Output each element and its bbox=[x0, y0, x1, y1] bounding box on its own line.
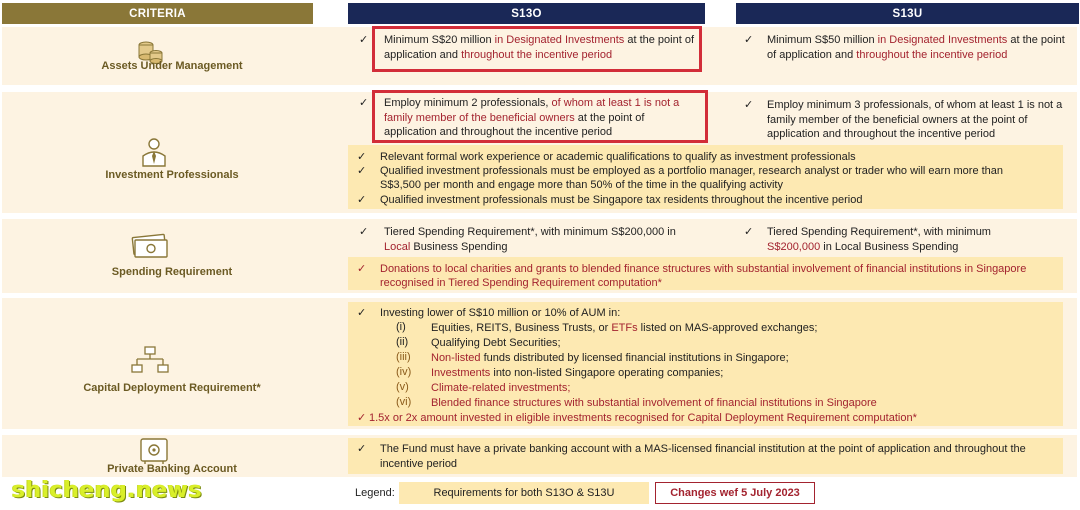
capital-item-num: (i) bbox=[396, 321, 406, 333]
check-icon: ✓ bbox=[357, 165, 367, 177]
check-icon: ✓ bbox=[357, 412, 367, 424]
change-highlight-aum bbox=[372, 26, 702, 72]
capital-item-6: Blended finance structures with substantial involvement of financial institutions in Singapore bbox=[431, 397, 877, 409]
capital-item-num: (v) bbox=[396, 381, 409, 393]
capital-item-num: (iii) bbox=[396, 351, 411, 363]
capital-item-2: Qualifying Debt Securities; bbox=[431, 337, 561, 349]
capital-item-num: (vi) bbox=[396, 396, 412, 408]
criteria-spending: Spending Requirement bbox=[111, 266, 233, 278]
banking-line-2: incentive period bbox=[380, 458, 458, 470]
check-icon: ✓ bbox=[744, 99, 754, 111]
banking-line-1: The Fund must have a private banking account with a MAS-licensed financial institution at the point of application and throughout the bbox=[380, 443, 1026, 455]
change-highlight-professionals bbox=[372, 90, 708, 143]
check-icon: ✓ bbox=[744, 226, 754, 238]
check-icon: ✓ bbox=[357, 443, 367, 455]
org-chart-icon bbox=[130, 346, 170, 376]
check-icon: ✓ bbox=[359, 226, 369, 238]
capital-intro: Investing lower of S$10 million or 10% of AUM in: bbox=[380, 307, 621, 319]
criteria-banking: Private Banking Account bbox=[107, 463, 237, 475]
check-icon: ✓ bbox=[744, 34, 754, 46]
criteria-professionals: Investment Professionals bbox=[105, 169, 239, 181]
capital-item-1: Equities, REITS, Business Trusts, or ETFs listed on MAS-approved exchanges; bbox=[431, 322, 818, 334]
criteria-aum: Assets Under Management bbox=[101, 60, 243, 72]
professionals-common-1: Relevant formal work experience or academic qualifications to qualify as investment professionals bbox=[380, 151, 856, 163]
capital-item-3: Non-listed funds distributed by licensed financial institutions in Singapore; bbox=[431, 352, 789, 364]
professionals-common-4: Qualified investment professionals must be Singapore tax residents throughout the incentive period bbox=[380, 194, 863, 206]
check-icon: ✓ bbox=[357, 263, 367, 275]
watermark: shicheng.news bbox=[12, 478, 203, 503]
professionals-common-2: Qualified investment professionals must be employed as a portfolio manager, research analyst or trader who will earn more than bbox=[380, 165, 1004, 177]
professional-icon bbox=[134, 137, 174, 167]
professionals-common-3: S$3,500 per month and engage more than 50% of the time in the qualifying activity bbox=[380, 179, 783, 191]
s13u-spending: Tiered Spending Requirement*, with minimum S$200,000 in Local Business Spending bbox=[767, 226, 991, 253]
legend-both: Requirements for both S13O & S13U bbox=[399, 482, 649, 504]
s13u-header: S13U bbox=[736, 3, 1079, 24]
spending-common-1: Donations to local charities and grants to blended finance structures with substantial involvement of financial institutions in Singapore bbox=[380, 263, 1027, 275]
check-icon: ✓ bbox=[359, 34, 369, 46]
check-icon: ✓ bbox=[357, 151, 367, 163]
capital-item-num: (iv) bbox=[396, 366, 412, 378]
capital-item-5: Climate-related investments; bbox=[431, 382, 571, 394]
s13o-spending: Tiered Spending Requirement*, with minimum S$200,000 in Local Business Spending bbox=[384, 226, 676, 253]
criteria-header: CRITERIA bbox=[2, 3, 313, 24]
legend-changes: Changes wef 5 July 2023 bbox=[655, 482, 815, 504]
cash-icon bbox=[130, 230, 170, 260]
s13o-header: S13O bbox=[348, 3, 705, 24]
s13u-aum: Minimum S$50 million in Designated Investments at the point of application and throughout the incentive period bbox=[767, 34, 1065, 61]
check-icon: ✓ bbox=[359, 97, 369, 109]
capital-multiplier: 1.5x or 2x amount invested in eligible investments recognised for Capital Deployment Requirement computation* bbox=[369, 412, 917, 424]
check-icon: ✓ bbox=[357, 194, 367, 206]
capital-item-num: (ii) bbox=[396, 336, 409, 348]
capital-item-4: Investments into non-listed Singapore operating companies; bbox=[431, 367, 724, 379]
check-icon: ✓ bbox=[357, 307, 367, 319]
s13o-aum: Minimum S$20 million in Designated Investments at the point of application and throughout the incentive period bbox=[384, 34, 695, 61]
s13o-professionals: Employ minimum 2 professionals, of whom at least 1 is not a family member of the beneficial owners at the point of application and throughout the incentive period bbox=[384, 97, 680, 138]
s13u-professionals: Employ minimum 3 professionals, of whom at least 1 is not a family member of the beneficial owners at the point of application and throughout the incentive period bbox=[767, 99, 1063, 140]
spending-common-2: recognised in Tiered Spending Requirement computation* bbox=[380, 277, 662, 289]
legend-label: Legend: bbox=[355, 487, 395, 499]
criteria-capital: Capital Deployment Requirement* bbox=[83, 382, 261, 394]
